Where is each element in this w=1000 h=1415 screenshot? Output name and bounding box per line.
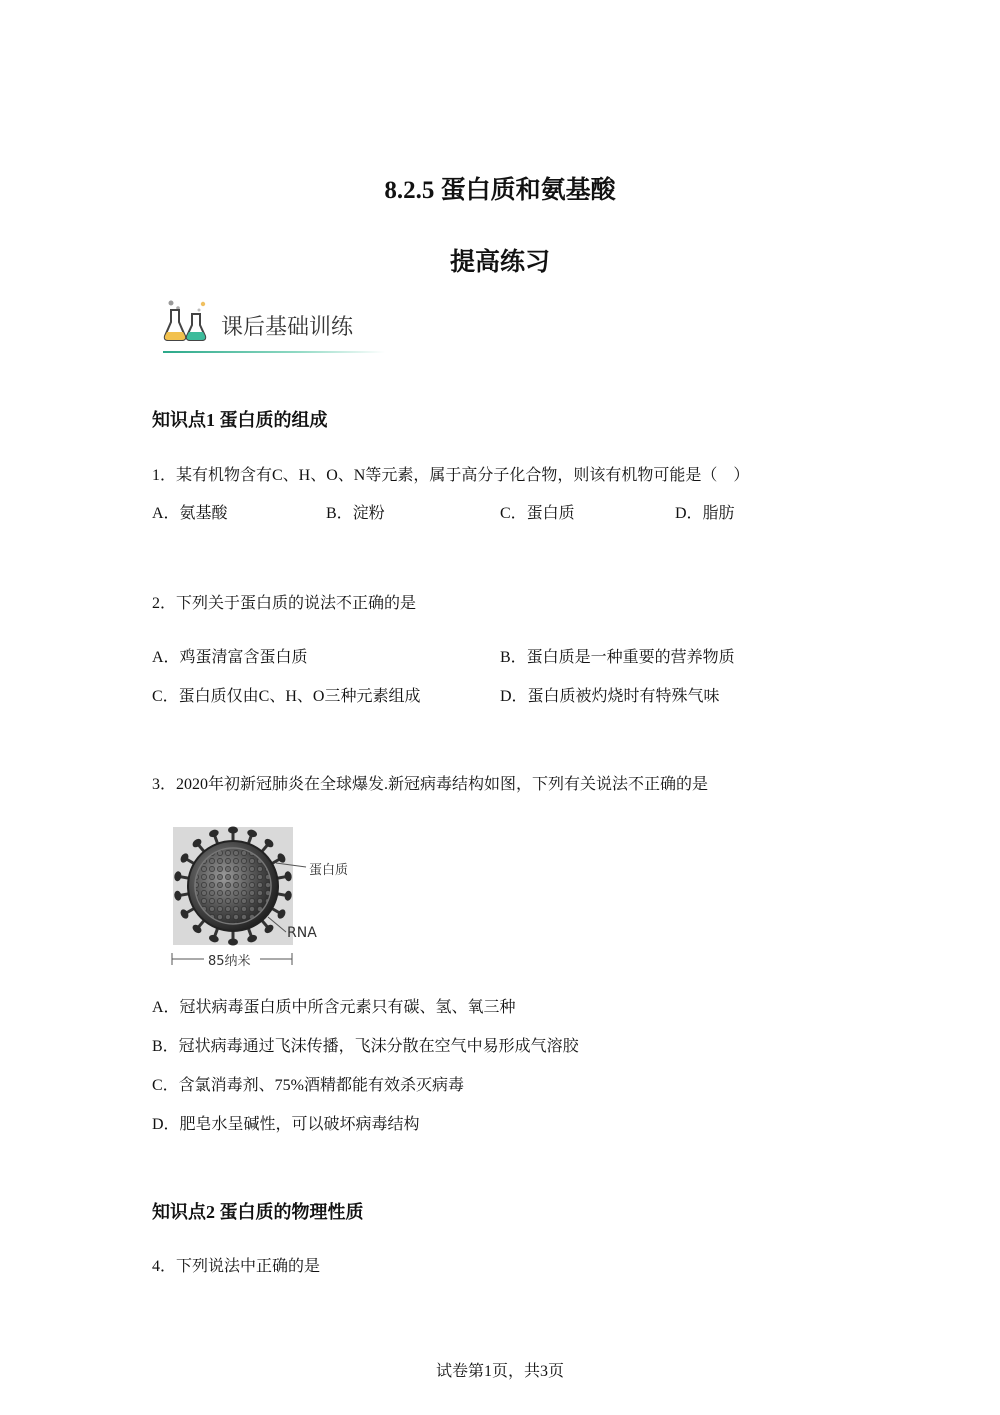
question-2-option-c: C．蛋白质仅由C、H、O三种元素组成 [152,688,421,705]
label-rna: RNA [287,925,317,941]
question-3-option-d: D．肥皂水呈碱性，可以破坏病毒结构 [152,1116,420,1133]
question-2-option-d: D．蛋白质被灼烧时有特殊气味 [500,688,720,705]
question-3-option-c: C．含氯消毒剂、75%酒精都能有效杀灭病毒 [152,1077,465,1094]
flask-icon [163,298,209,344]
question-1-option-a: A．氨基酸 [152,505,228,522]
section-banner [163,298,385,356]
question-3-option-a: A．冠状病毒蛋白质中所含元素只有碳、氢、氧三种 [152,999,516,1016]
question-2-option-b: B．蛋白质是一种重要的营养物质 [500,649,735,666]
virus-figure [168,825,358,970]
section-heading-2: 知识点2 蛋白质的物理性质 [152,1202,364,1222]
question-3-stem: 3．2020年初新冠肺炎在全球爆发.新冠病毒结构如图，下列有关说法不正确的是 [152,776,709,793]
question-2-option-a: A．鸡蛋清富含蛋白质 [152,649,308,666]
banner-label: 课后基础训练 [221,315,354,340]
question-1-option-b: B．淀粉 [326,505,385,522]
question-4-stem: 4．下列说法中正确的是 [152,1258,321,1275]
label-scale: 85纳米 [208,954,251,969]
page-footer: 试卷第1页，共3页 [435,1363,564,1380]
page-title: 8.2.5 蛋白质和氨基酸 [384,177,616,204]
question-2-stem: 2．下列关于蛋白质的说法不正确的是 [152,595,417,612]
question-1-option-d: D．脂肪 [675,505,735,522]
page-subtitle: 提高练习 [449,249,550,276]
question-1-option-c: C．蛋白质 [500,505,575,522]
question-1-stem: 1．某有机物含有C、H、O、N等元素，属于高分子化合物，则该有机物可能是（ ） [152,467,750,484]
section-heading-1: 知识点1 蛋白质的组成 [152,410,328,430]
virus-diagram [168,825,358,970]
banner-underline [163,351,385,353]
question-3-option-b: B．冠状病毒通过飞沫传播，飞沫分散在空气中易形成气溶胶 [152,1038,579,1055]
label-protein: 蛋白质 [309,863,349,878]
